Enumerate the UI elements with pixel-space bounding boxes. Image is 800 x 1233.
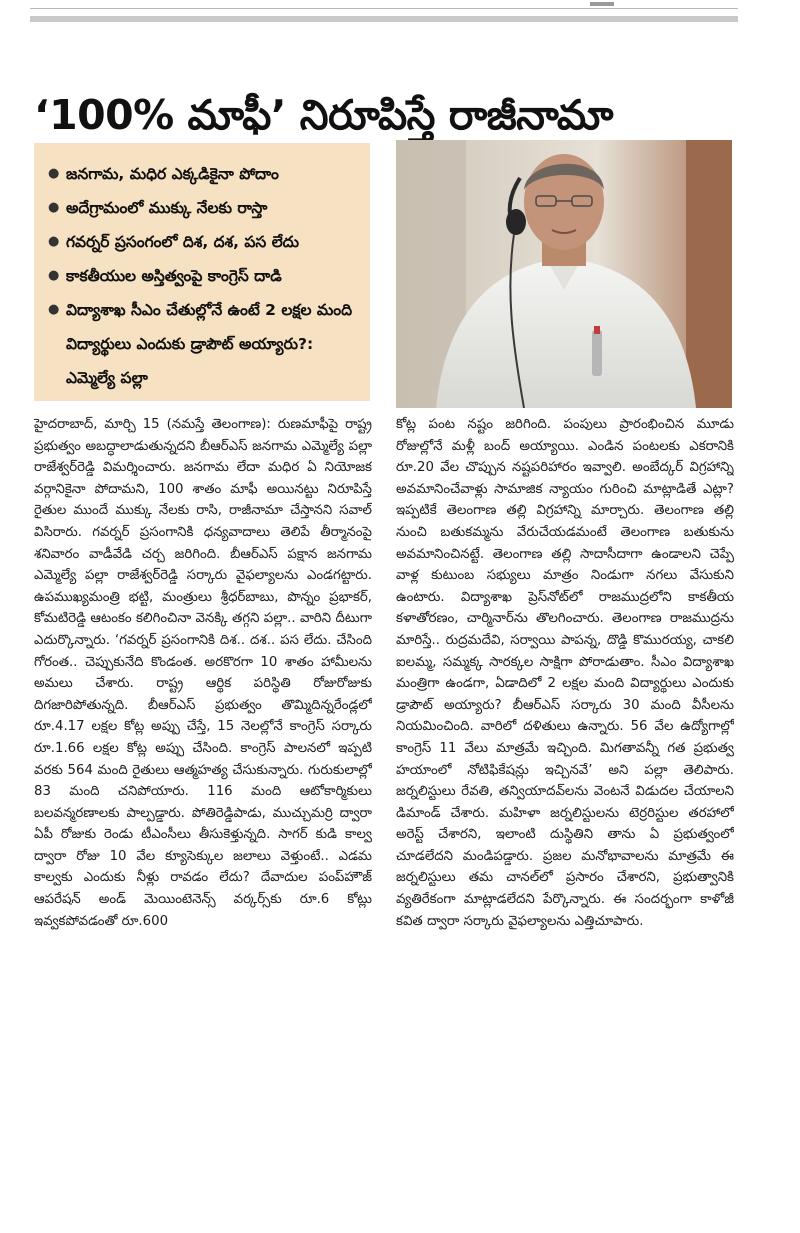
bullet-icon: ● [48, 302, 60, 317]
article-body [34, 414, 734, 1226]
article-column-left [34, 414, 372, 1226]
highlight-text: కాకతీయుల అస్తిత్వంపై కాంగ్రెస్ దాడి [66, 267, 282, 285]
bullet-icon: ● [48, 268, 60, 283]
highlight-item [48, 259, 360, 293]
article-paragraph: కోట్ల పంట నష్టం జరిగింది. పంపులు ప్రారంభించిన మూడు రోజుల్లోనే మళ్లీ బంద్ అయ్యాయి. ఎండిన పంటలకు ఎకరానికి రూ.20 వేల చొప్పున నష్టపరిహారం ఇవ్వాలి. అంబేద్కర్ విగ్రహాన్ని అవమానించేవాళ్లు సామాజిక న్యాయం గురించి మాట్లాడితే ఎట్లా? ఇప్పటికే తెలంగాణ తల్లి విగ్రహాన్ని మార్చారు. తెలంగాణ తల్లి నుంచి బతుకమ్మను వేరుచేయడమంటే తెలంగాణ బతుకును అవమానించినట్టే. తెలంగాణ తల్లి సాదాసీదాగా ఉండాలని చెప్పే వాళ్ల కుటుంబ సభ్యులు మాత్రం నిండుగా నగలు వేసుకుని ఉంటారు. విద్యాశాఖ ప్రెస్‌నోట్‌లో రాజముద్రలోని కాకతీయ కళాతోరణం, చార్మినార్‌ను తొలగించారు. తెలంగాణ రాజముద్రను మారిస్తే.. రుద్రమదేవి, సర్వాయి పాపన్న, దొడ్డి కొమురయ్య, చాకలి ఐలమ్మ, సమ్మక్క సారక్కల సాక్షిగా పోరాడుతాం. సీఎం విద్యాశాఖ మంత్రిగా ఉండగా, ఏడాదిలో 2 లక్షల మంది విద్యార్థులు ఎందుకు డ్రాపౌట్ అయ్యారు? బీఆర్ఎస్ సర్కారు 30 మంది వీసీలను నియమించింది. వారిలో దళితులు ఉన్నారు. 56 వేల ఉద్యోగాల్లో కాంగ్రెస్ 11 వేలు మాత్రమే ఇచ్చింది. మిగతావన్నీ గత ప్రభుత్వ హయాంలో నోటిఫికేషన్లు ఇచ్చినవే’ అని పల్లా తెలిపారు. జర్నలిస్టులు రేవతి, తన్వియాదవ్‌లను వెంటనే విడుదల చేయాలని డిమాండ్ చేశారు. మహిళా జర్నలిస్టులను టెర్రరిస్టుల తరహాలో అరెస్ట్ చేశారని, ఇలాంటి దుస్థితిని తాను ఏ ప్రభుత్వంలో చూడలేదని మండిపడ్డారు. ప్రజల మనోభావాలను మాత్రమే ఈ జర్నలిస్టులు తమ చానల్‌లో ప్రసారం చేశారని, ప్రభుత్వానికి వ్యతిరేకంగా మాట్లాడలేదని పేర్కొన్నారు. ఈ సందర్భంగా కాళోజీ కవిత ద్వారా సర్కారు వైఫల్యాలను ఎత్తిచూపారు. [396, 417, 734, 929]
highlights-box [34, 143, 370, 401]
highlight-text: విద్యాశాఖ సీఎం చేతుల్లోనే ఉంటే 2 లక్షల మంది విద్యార్థులు ఎందుకు డ్రాపౌట్ అయ్యారు?: ఎమ్మెల్యే పల్లా [66, 301, 353, 387]
highlight-item [48, 191, 360, 225]
bullet-icon: ● [48, 166, 60, 181]
portrait-illustration [396, 140, 732, 408]
highlight-text: అదేగ్రామంలో ముక్కు నేలకు రాస్తా [66, 199, 268, 217]
highlight-item [48, 293, 360, 395]
bullet-icon: ● [48, 234, 60, 249]
highlight-item [48, 225, 360, 259]
header-rule [30, 16, 738, 22]
highlight-text: జనగామ, మధిర ఎక్కడికైనా పోదాం [66, 165, 279, 183]
headline: ‘100% మాఫీ’ నిరూపిస్తే రాజీనామా [34, 91, 613, 140]
highlight-text: గవర్నర్ ప్రసంగంలో దిశ, దశ, పస లేదు [66, 233, 299, 251]
mla-photo [396, 140, 732, 408]
highlight-item [48, 157, 360, 191]
article-paragraph: హైదరాబాద్, మార్చి 15 (నమస్తే తెలంగాణ): రుణమాఫీపై రాష్ట్ర ప్రభుత్వం అబద్ధాలాడుతున్నదని బీఆర్ఎస్ జనగామ ఎమ్మెల్యే పల్లా రాజేశ్వర్‌రెడ్డి విమర్శించారు. జనగామ లేదా మధిర ఏ నియోజక వర్గానికైనా పోదామని, 100 శాతం మాఫీ అయినట్టు నిరూపిస్తే రైతుల ముందే ముక్కు నేలకు రాసి, రాజీనామా చేస్తానని సవాల్ విసిరారు. గవర్నర్ ప్రసంగానికి ధన్యవాదాలు తెలిపే తీర్మానంపై శనివారం వాడీవేడి చర్చ జరిగింది. బీఆర్ఎస్ పక్షాన జనగామ ఎమ్మెల్యే పల్లా రాజేశ్వర్‌రెడ్డి సర్కారు వైఫల్యాలను ఎండగట్టారు. ఉపముఖ్యమంత్రి భట్టి, మంత్రులు శ్రీధర్‌బాబు, పొన్నం ప్రభాకర్, కోమటిరెడ్డి ఆటంకం కలిగించినా వెనక్కి తగ్గని పల్లా.. వారిని దీటుగా ఎదుర్కొన్నారు. ‘గవర్నర్ ప్రసంగానికి దిశ.. దశ.. పస లేదు. చేసింది గోరంత.. చెప్పుకునేది కొండంత. అరకొరగా 10 శాతం హామీలను అమలు చేశారు. రాష్ట్ర ఆర్థిక పరిస్థితి రోజురోజుకు దిగజారిపోతున్నది. బీఆర్ఎస్ ప్రభుత్వం తొమ్మిదిన్నరేండ్లలో రూ.4.17 లక్షల కోట్ల అప్పు చేస్తే, 15 నెలల్లోనే కాంగ్రెస్ సర్కారు రూ.1.66 లక్షల కోట్ల అప్పు చేసింది. కాంగ్రెస్ పాలనలో ఇప్పటి వరకు 564 మంది రైతులు ఆత్మహత్య చేసుకున్నారు. గురుకులాల్లో 83 మంది చనిపోయారు. 116 మంది ఆటోకార్మికులు బలవన్మరణాలకు పాల్పడ్డారు. పోతిరెడ్డిపాడు, ముచ్చుమర్రి ద్వారా ఏపీ రోజుకు రెండు టీఎంసీలు తీసుకెళ్తున్నది. సాగర్ కుడి కాల్వ ద్వారా రోజు 10 వేల క్యూసెక్కుల జలాలు వెళ్తుంటే.. ఎడమ కాల్వకు ఎందుకు నీళ్లు రావడం లేదు? దేవాదుల పంప్‌హౌజ్ ఆపరేషన్ అండ్ మెయింటెనెన్స్ వర్కర్స్‌కు రూ.6 కోట్లు ఇవ్వకపోవడంతో రూ.600 [34, 417, 372, 929]
header-mark [590, 2, 614, 6]
article-column-right [396, 414, 734, 1226]
header-rule-thin [30, 8, 738, 9]
bullet-icon: ● [48, 200, 60, 215]
